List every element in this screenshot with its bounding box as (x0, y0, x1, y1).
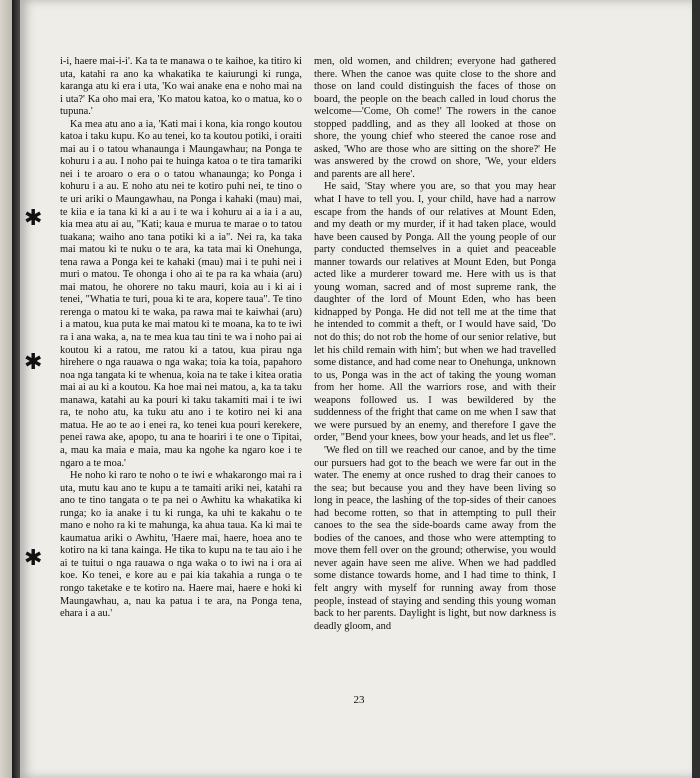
page-number: 23 (353, 694, 365, 706)
paragraph: men, old women, and children; everyone had gathered there. When the canoe was quite close to the shore and those on land could distinguish the faces of those on board, the people on the beach called in loud chorus the welcome—'Come, Oh come!' The rowers in the canoe stopped paddling, and as they all looked at those on shore, the young chief who steered the canoe rose and asked, 'Who are those who are sitting on the shore?' He was answered by the crowd on shore, 'We, your elders and parents are all here'. (314, 56, 556, 180)
previous-page-edge (0, 0, 12, 778)
maori-text-column (60, 56, 302, 696)
english-text-column (314, 56, 556, 696)
paragraph: He said, 'Stay where you are, so that you may hear what I have to tell you. I, your child, have had a narrow escape from the hands of our relatives at Mount Eden, and my death or my murder, if it had taken place, would have been caused by Ponga. All the young people of our party conducted themselves in a quiet and peaceable manner towards our relatives at Mount Eden, but Ponga acted like a murderer toward me. Here with us is that young woman, sacred and of most supreme rank, the daughter of the lord of Mount Eden, who has been kidnapped by Ponga. He did not tell me at the time that he intended to commit a theft, or I would have said, 'Do not do this; do not rob the home of our senior relative, but let his child remain with him'; but when we had travelled some distance, and had come near to Onehunga, unknown to us, Ponga was in the act of taking the young woman from her home. All the warriors rose, and with their weapons followed us. I was bewildered by the suddenness of the fright that came on me when I saw that we were pursued by an enemy, and therefore I gave the order, "Bend your knees, bow your heads, and let us flee". (314, 181, 556, 444)
binding-hole-icon: ✱ (24, 350, 43, 375)
paragraph: He noho ki raro te noho o te iwi e whakarongo mai ra i uta, mutu kau ano te kupu a te tamaiti ariki nei, katahi ra ano te tino tangata o te pa nei o Awhitu ka whakatika ki runga; ko ia anake i tu ki runga, ka uhi te kakahu o te mano e noho ra ki te mahunga, ka ahua taua. Ka ki mai te kaumatua ariki o Awhitu, 'Haere mai, haere, hoea ano te kotiro na ki tana kainga. He tika to kupu na te tau aio i he ai te tuitui o nga rauawa o nga waka o to iwi na i ora ai koe. Ko tenei, e kore au e pai kia takahia a runga o te rongo taketake e te kotiro na. Haere mai, haere e hoki ki Maungawhau, a, nau ka patua i te ara, na Ponga tena, ehara i a au.' (60, 470, 302, 620)
paragraph: i-i, haere mai-i-i'. Ka ta te manawa o te kaihoe, ka titiro ki uta, katahi ra ano ka whakatika te kaiurungi ki runga, karanga atu ki era i uta, 'Ko wai anake ena e noho mai na i uta?' Ka oho mai era, 'Ko matou katoa, ko o matua, ko o tupuna.' (60, 56, 302, 118)
paragraph: Ka mea atu ano a ia, 'Kati mai i kona, kia rongo koutou katoa i taku kupu. Ko au tenei, ko ta koutou potiki, i oraiti mai au i o tatou whanaunga i Maungawhau; na Ponga te kohuru i a au. I noho pai te huinga katoa o te tira tamariki nei i te aroaro o era o o tatou whanaunga; ko Ponga i kohuru i a au. E noho atu nei te kotiro puhi nei, te tino o te uri ariki o Maungawhau, na Ponga i kahaki (mau) mai, te kiia e ia tana ki ki a au i te wa i kohuru ai a ia i a au, kia mea atu ai au, "Kati; kaua e murua te marae o to tatou tuakana; waiho ano tana potiki ki a ia". Nei ra, ka taka mai matou ki te nuku o te ara, ka tata mai ki Onehunga, tena rawa a Ponga kei te kahaki (mau) mai i te puhi nei i muri o matou. Te ohonga i oho ai te pa ra ka whaia (aru) mai matou, he ohorere no taku mauri, koia au i ki ai i tenei, "Whatia te turi, poua ki te ara, kopere taua". Te tino rerenga o matou ki te waka, pa rawa mai te kaiwhai (aru) i a matou, kua puta ke mai matou ki te moana, ka to te iwi ra i ana waka, a, na te mea kua tau tini te wa i noho pai ai koutou ki a ratou, me ratou ki a tatou, kua pirau nga hirehere o nga rauawa o nga waka; toia ka toia, papahoro noa nga tangata ki te whenua, koia na te take i kitea oratia mai ai au ki a koutou. Ka hoe mai nei matou, a, ka ta taku manawa, katahi au ka pouri ki taku takamiti mai i te iwi ra, te noho atu, ka tuku atu ano i te kotiro nei ki ana matua. He ao te ao i enei ra, ko tenei kua pouri kerekere, penei rawa ake, apopo, tu ana te hoariri i te one o Tipitai, a, mau ka maia e maia, mau ka ngohe ka ngaro koe i te ngaro a te moa.' (60, 118, 302, 469)
binding-hole-icon: ✱ (24, 546, 43, 571)
paragraph: 'We fled on till we reached our canoe, and by the time our pursuers had got to the beach we were far out in the water. The enemy at once rushed to drag their canoes to the sea; but because you and they have been living so long in peace, the lashing of the top-sides of their canoes had become rotten, so that in attempting to pull their canoes to the sea the side-boards came away from the bodies of the canoes, and those who were attempting to move them fell over on the ground; otherwise, you would never again have seen me alive. When we had paddled some distance towards home, and I had time to think, I felt angry with myself for running away from those people, instead of staying and sending this young woman back to her parents. Daylight is light, but now darkness is deadly gloom, and (314, 444, 556, 632)
binding-hole-icon: ✱ (24, 206, 43, 231)
page (20, 0, 692, 778)
